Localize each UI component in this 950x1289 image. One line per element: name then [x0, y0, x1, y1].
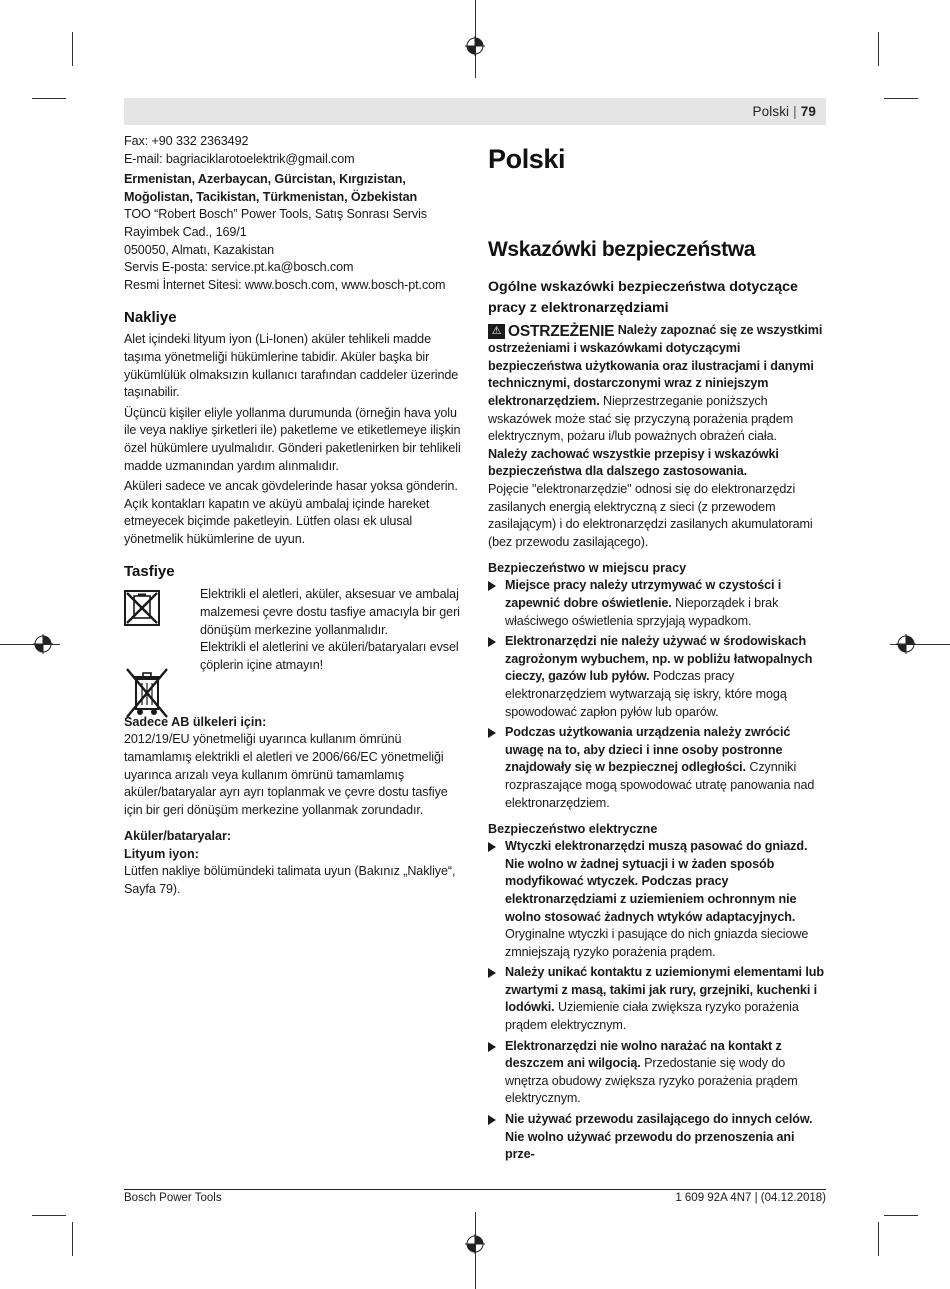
list-item — [488, 1111, 825, 1164]
registration-mark-icon — [896, 634, 916, 654]
registration-mark-icon — [33, 634, 53, 654]
registration-mark-icon — [465, 1234, 485, 1254]
warning-normal: Nieprzestrzeganie poniższych wskazówek może stać się przyczyną porażenia prądem elektrycznym, pożaru i/lub poważnych obrażeń ciała. — [488, 394, 794, 444]
bullet-arrow-icon — [488, 1115, 496, 1125]
left-column — [124, 133, 462, 899]
page-header — [124, 98, 826, 125]
item-bold: Miejsce pracy należy utrzymywać w czystości i zapewnić dobre oświetlenie. — [505, 578, 782, 611]
workplace-heading: Bezpieczeństwo w miejscu pracy — [488, 561, 687, 576]
item-text: Nieporządek i brak właściwego oświetlenia sprzyjają wypadkom. — [505, 596, 779, 628]
item-bold: Należy unikać kontaktu z uziemionymi elementami lub zwartymi z masą, takimi jak rury, grzejniki, kuchenki i lodówki. — [505, 965, 824, 1015]
battery-heading: Aküler/bataryalar: — [124, 829, 232, 844]
crop-mark — [884, 98, 918, 99]
item-text: Oryginalne wtyczki i pasujące do nich gniazda sieciowe zmniejszają ryzyko porażenia prądem. — [505, 927, 809, 959]
warning-paragraph — [488, 322, 825, 446]
eu-text: 2012/19/EU yönetmeliği uyarınca kullanım ömrünü tamamlamış elektrikli el aletleri ve 2006/66/EC yönetmeliği uyarınca arızalı veya kullanım ömrünü tamamlamış aküler/bataryalar ayrı ayrı toplanmak ve çevre dostu tasfiye için bir geri dönüşüm merkezine yollanmak zorundadır. — [124, 732, 448, 817]
lithium-heading: Lityum iyon: — [124, 847, 199, 862]
item-text: Przedostanie się wody do wnętrza obudowy zwiększa ryzyko porażenia prądem elektrycznym. — [505, 1056, 798, 1106]
item-text: Podczas pracy elektronarzędziem wytwarzają się iskry, które mogą spowodować zapłon pyłów lub oparów. — [505, 669, 787, 719]
header-separator: | — [793, 104, 797, 119]
list-item — [488, 633, 825, 721]
warning-triangle-icon: ⚠ — [488, 324, 505, 339]
safety-title: Wskazówki bezpieczeństwa — [488, 238, 755, 261]
language-title: Polski — [488, 144, 566, 174]
countries-heading: Ermenistan, Azerbaycan, Gürcistan, Kırgızistan, Moğolistan, Tacikistan, Türkmenistan, Özbekistan — [124, 172, 418, 204]
lithium-text: Lütfen nakliye bölümündeki talimata uyun (Bakınız „Nakliye“, Sayfa 79). — [124, 864, 456, 897]
bullet-arrow-icon — [488, 968, 496, 978]
nakliye-paragraph: Alet içindeki lityum iyon (Li-Ionen) aküler tehlikeli madde taşıma yönetmeliği hükümlerine tabidir. Aküler başka bir yükümlülük olmaksızın kullanıcı tarafından caddeler üzerinde taşınabilir. — [124, 332, 459, 400]
section-title-nakliye: Nakliye — [124, 309, 177, 327]
right-column — [488, 133, 825, 1164]
tasfiye-block — [124, 586, 462, 710]
crop-mark — [72, 1222, 73, 1256]
item-bold: Nie używać przewodu zasilającego do innych celów. Nie wolno używać przewodu do przenoszenia ani prze- — [505, 1112, 813, 1162]
definition: Pojęcie "elektronarzędzie" odnosi się do elektronarzędzi zasilanych energią elektryczną z sieci (z przewodem zasilającym) i do elektronarzędzi zasilanych akumulatorami (bez przewodu zasilającego). — [488, 482, 813, 549]
crop-mark — [878, 1222, 879, 1256]
address-line: 050050, Almatı, Kazakistan — [124, 242, 275, 257]
list-item — [488, 724, 825, 812]
item-text: Czynniki rozpraszające mogą spowodować utratę panowania nad elektronarzędziem. — [505, 760, 815, 810]
tasfiye-text — [200, 586, 462, 674]
crop-mark — [884, 1215, 918, 1216]
website: Resmi İnternet Sitesi: www.bosch.com, www.bosch-pt.com — [124, 277, 446, 292]
list-item — [488, 1038, 825, 1108]
list-item — [488, 964, 825, 1034]
footer-rule — [124, 1189, 826, 1190]
footer-doc-number: 1 609 92A 4N7 | (04.12.2018) — [675, 1192, 826, 1204]
list-item — [488, 838, 825, 961]
footer-brand: Bosch Power Tools — [124, 1192, 222, 1204]
address-line: Rayimbek Cad., 169/1 — [124, 224, 247, 239]
contact-fax: Fax: +90 332 2363492 — [124, 134, 249, 148]
registration-mark-icon — [465, 36, 485, 56]
keep-instructions: Należy zachować wszystkie przepisy i wskazówki bezpieczeństwa dla dalszego zastosowania. — [488, 446, 779, 479]
crossed-bin-icon — [124, 665, 170, 721]
contact-email: E-mail: bagriaciklarotoelektrik@gmail.com — [124, 151, 355, 166]
eu-heading: Sadece AB ülkeleri için: — [124, 715, 267, 730]
warning-bold: Należy zapoznać się ze wszystkimi ostrzeżeniami i wskazówkami dotyczącymi bezpieczeństwa użytkowania oraz ilustracjami i danymi technicznymi, dostarczonymi wraz z niniejszym elektronarzędziem. — [488, 323, 823, 409]
tasfiye-icons — [124, 590, 164, 726]
bullet-arrow-icon — [488, 728, 496, 738]
item-bold: Podczas użytkowania urządzenia należy zwrócić uwagę na to, aby dzieci i inne osoby postronne znajdowały się w bezpiecznej odległości. — [505, 725, 791, 775]
item-bold: Wtyczki elektronarzędzi muszą pasować do gniazd. Nie wolno w żadnej sytuacji i w żaden sposób modyfikować wtyczek. Podczas pracy elektronarzędziami z uziemieniem ochronnym nie wolno stosować żadnych wtyków adaptacyjnych. — [505, 839, 808, 924]
service-email: Servis E-posta: service.pt.ka@bosch.com — [124, 260, 354, 275]
item-text: Uziemienie ciała zwiększa ryzyko porażenia prądem elektrycznym. — [505, 1000, 799, 1033]
bullet-arrow-icon — [488, 637, 496, 647]
tasfiye-paragraph: Elektrikli el aletlerini ve aküleri/bataryaları evsel çöplerin içine atmayın! — [200, 640, 459, 672]
warning-badge — [488, 323, 614, 341]
recycle-battery-icon — [124, 590, 160, 626]
warning-label: OSTRZEŻENIE — [508, 322, 615, 340]
section-title-tasfiye: Tasfiye — [124, 563, 175, 581]
crop-mark — [32, 1215, 66, 1216]
general-heading: Ogólne wskazówki bezpieczeństwa dotyczące pracy z elektronarzędziami — [488, 279, 798, 316]
nakliye-paragraph: Üçüncü kişiler eliyle yollanma durumunda (örneğin hava yolu ile veya nakliye şirketleri ile) paketleme ve etiketlemeye ilişkin özel hükümlere uyulmalıdır. Gönderi paketlenirken bir tehlikeli madde uzmanından yardım alınmalıdır. — [124, 405, 461, 473]
nakliye-paragraph: Aküleri sadece ve ancak gövdelerinde hasar yoksa gönderin. Açık kontakları kapatın ve aküyü ambalaj içinde hareket etmeyecek biçimde paketleyin. Lütfen olası ek ulusal yönetmelik hükümlerine de uyun. — [124, 479, 458, 546]
header-section: Polski — [752, 104, 790, 119]
header-text — [753, 104, 816, 119]
tasfiye-paragraph: Elektrikli el aletleri, aküler, aksesuar ve ambalaj malzemesi çevre dostu tasfiye amacıyla bir geri dönüşüm merkezine yollanmalıdır. — [200, 587, 460, 637]
electrical-heading: Bezpieczeństwo elektryczne — [488, 822, 658, 837]
item-bold: Elektronarzędzi nie wolno narażać na kontakt z deszczem ani wilgocią. — [505, 1038, 782, 1071]
bullet-arrow-icon — [488, 581, 496, 591]
bullet-arrow-icon — [488, 1042, 496, 1052]
item-bold: Elektronarzędzi nie należy używać w środowiskach zagrożonym wybuchem, np. w pobliżu łatwopalnych cieczy, gazów lub pyłów. — [505, 634, 813, 684]
list-item — [488, 577, 825, 630]
page-number: 79 — [800, 104, 816, 119]
address-line: TOO “Robert Bosch” Power Tools, Satış Sonrası Servis — [124, 207, 427, 222]
crop-mark — [878, 32, 879, 66]
crop-mark — [32, 98, 66, 99]
crop-mark — [72, 32, 73, 66]
bullet-arrow-icon — [488, 842, 496, 852]
